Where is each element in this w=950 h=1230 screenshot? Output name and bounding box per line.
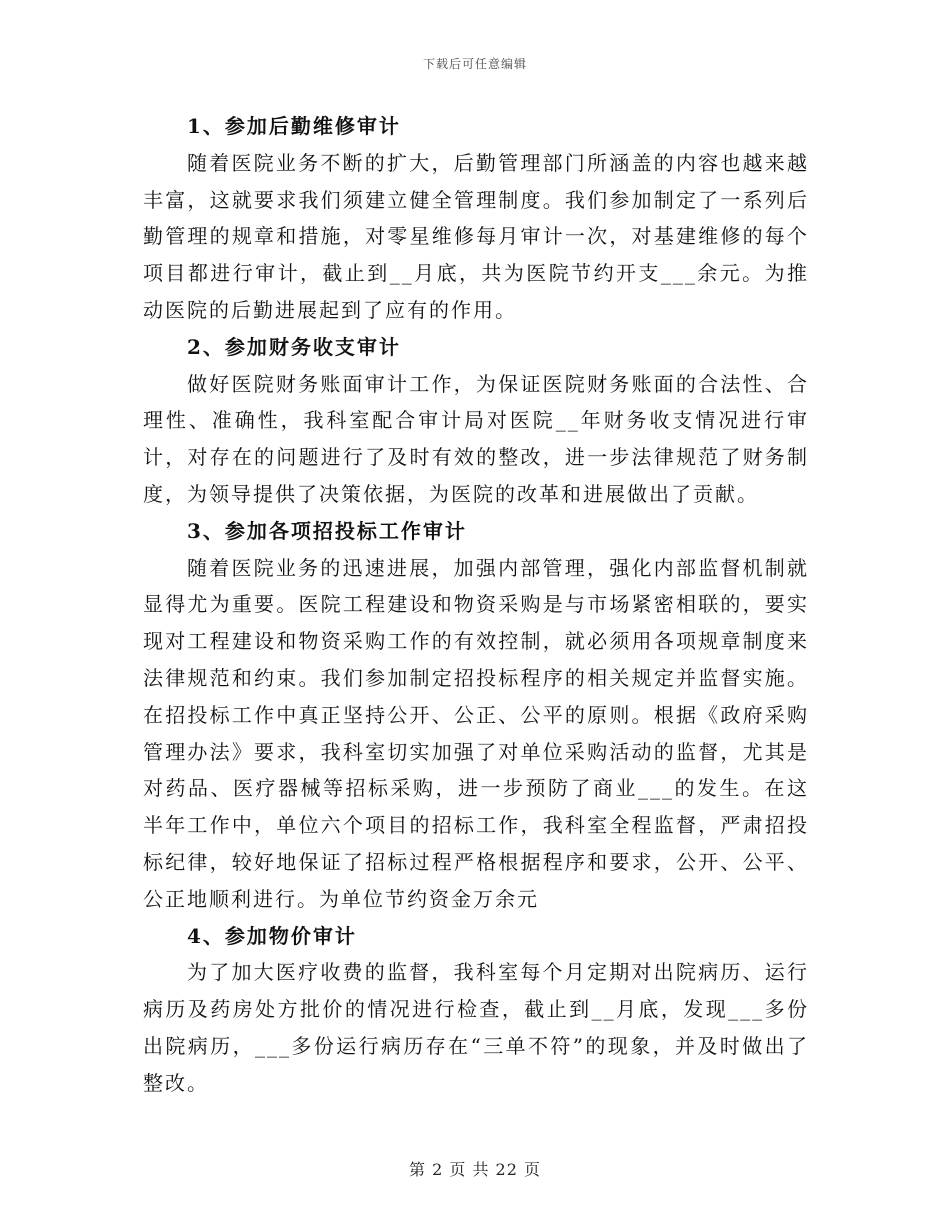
section-heading: 3、参加各项招投标工作审计 [187, 518, 467, 543]
section-heading: 2、参加财务收支审计 [187, 334, 401, 359]
section-paragraph: 做好医院财务账面审计工作，为保证医院财务账面的合法性、合理性、准确性，我科室配合审计局对医院__年财务收支情况进行审计，对存在的问题进行了及时有效的整改，进一步法律规范了财务制度，为领导提供了决策依据，为医院的改革和进展做出了贡献。 [143, 371, 809, 506]
section-paragraph: 为了加大医疗收费的监督，我科室每个月定期对出院病历、运行病历及药房处方批价的情况进行检查，截止到__月底，发现___多份出院病历，___多份运行病历存在“三单不符”的现象，并及时做出了整改。 [143, 960, 809, 1095]
section-price-audit [143, 918, 809, 1102]
section-logistics-audit [143, 108, 809, 329]
section-paragraph: 随着医院业务不断的扩大，后勤管理部门所涵盖的内容也越来越丰富，这就要求我们须建立健全管理制度。我们参加制定了一系列后勤管理的规章和措施，对零星维修每月审计一次，对基建维修的每个项目都进行审计，截止到__月底，共为医院节约开支___余元。为推动医院的后勤进展起到了应有的作用。 [143, 150, 809, 322]
section-bidding-audit [143, 513, 809, 918]
page-number-footer: 第 2 页 共 22 页 [409, 1160, 541, 1179]
document-body [143, 108, 809, 1102]
section-finance-audit [143, 329, 809, 513]
section-paragraph: 随着医院业务的迅速进展，加强内部管理，强化内部监督机制就显得尤为重要。医院工程建设和物资采购是与市场紧密相联的，要实现对工程建设和物资采购工作的有效控制，就必须用各项规章制度来法律规范和约束。我们参加制定招投标程序的相关规定并监督实施。在招投标工作中真正坚持公开、公正、公平的原则。根据《政府采购管理办法》要求，我科室切实加强了对单位采购活动的监督，尤其是对药品、医疗器械等招标采购，进一步预防了商业___的发生。在这半年工作中，单位六个项目的招标工作，我科室全程监督，严肃招投标纪律，较好地保证了招标过程严格根据程序和要求，公开、公平、公正地顺利进行。为单位节约资金万余元 [143, 555, 809, 911]
section-heading: 1、参加后勤维修审计 [187, 114, 401, 138]
header-note: 下载后可任意编辑 [422, 57, 527, 71]
section-heading: 4、参加物价审计 [187, 923, 357, 948]
